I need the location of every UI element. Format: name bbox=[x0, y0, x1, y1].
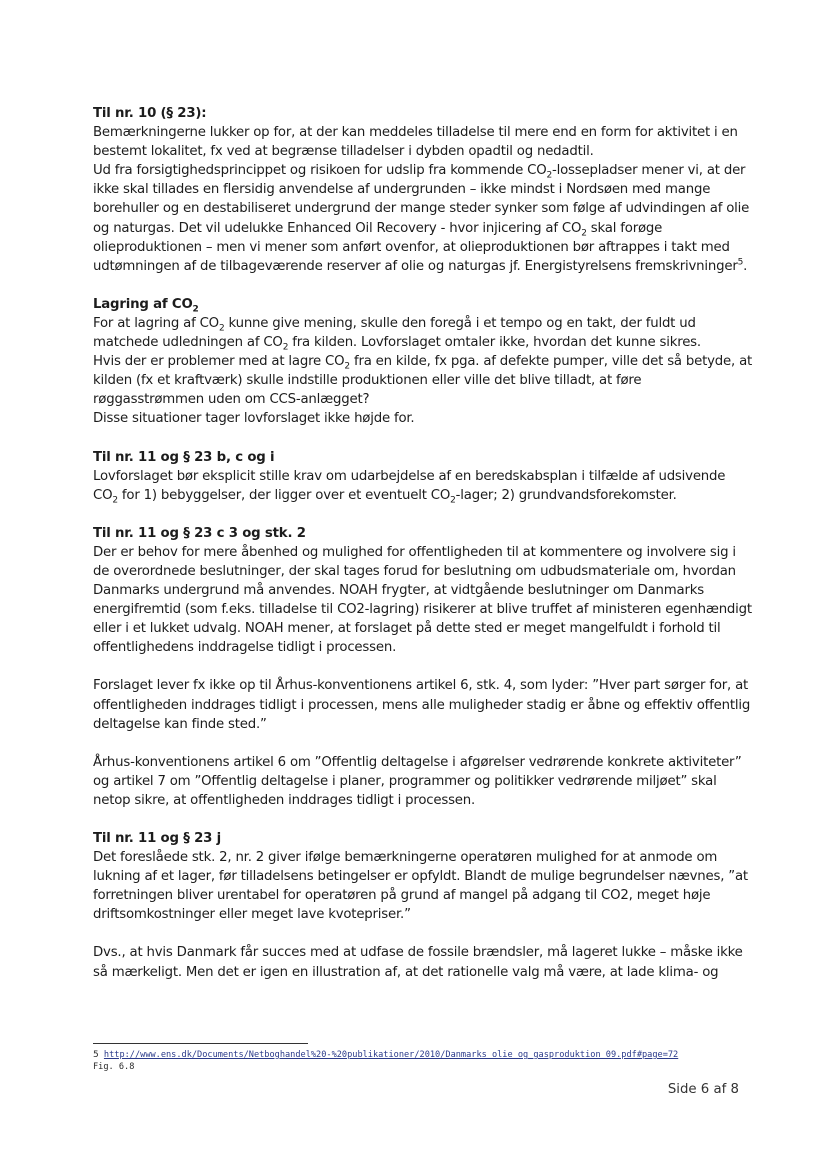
paragraph: Lovforslaget bør eksplicit stille krav om udarbejdelse af en beredskabsplan i tilfælde af udsivende $CO_2$ for 1) bebyggelser, der ligger over et eventuelt $CO_2$-lager; 2) grundvandsforekomster. bbox=[93, 468, 726, 506]
footnote bbox=[93, 1049, 753, 1073]
paragraph: Hvis der er problemer med at lagre $CO_2$ fra en kilde, fx pga. af defekte pumper, ville det så betyde, at kilden (fx et kraftværk) skulle indstille produktionen eller ville det blive tilladt, at føre røggasstrømmen uden om CCS-anlægget? bbox=[93, 354, 753, 408]
paragraph: Århus-konventionens artikel 6 om ”Offentlig deltagelse i afgørelser vedrørende konkrete aktiviteter” og artikel 7 om ”Offentlig deltagelse i planer, programmer og politikker vedrørende miljøet” skal netop sikre, at offentligheden inddrages tidligt i processen. bbox=[93, 754, 742, 808]
document-body bbox=[93, 104, 753, 982]
paragraph: For at lagring af $CO_2$ kunne give mening, skulle den foregå i et tempo og en takt, der fuldt ud matchede udledningen af $CO_2$ fra kilden. Lovforslaget omtaler ikke, hvordan det kunne sikres. bbox=[93, 315, 701, 353]
paragraph: Disse situationer tager lovforslaget ikke højde for. bbox=[93, 411, 415, 427]
paragraph: Bemærkningerne lukker op for, at der kan meddeles tilladelse til mere end en form for aktivitet i en bestemt lokalitet, fx ved at begrænse tilladelser i dybden opadtil og nedadtil. bbox=[93, 125, 738, 160]
section-heading-lagring: Lagring af $CO_2$ bbox=[93, 296, 199, 315]
paragraph: Dvs., at hvis Danmark får succes med at udfase de fossile brændsler, må lageret lukke – måske ikke så mærkeligt. Men det er igen en illustration af, at det rationelle valg må være, at lade klima- og bbox=[93, 945, 743, 980]
section-heading-nr10: Til nr. 10 (§ 23): bbox=[93, 106, 207, 121]
footnote-divider bbox=[93, 1043, 308, 1044]
section-heading-nr11-j: Til nr. 11 og § 23 j bbox=[93, 831, 222, 846]
footnote-reference[interactable]: 5 bbox=[737, 257, 744, 268]
footnote-number: 5 bbox=[93, 1050, 99, 1060]
paragraph: Det foreslåede stk. 2, nr. 2 giver ifølge bemærkningerne operatøren mulighed for at anmode om lukning af et lager, før tilladelsens betingelser er opfyldt. Blandt de mulige begrundelser nævnes, ”at forretningen bliver urentabel for operatøren på grund af mangel på adgang til CO2, meget høje driftsomkostninger eller meget lave kvotepriser.” bbox=[93, 850, 748, 923]
section-heading-nr11-c3: Til nr. 11 og § 23 c 3 og stk. 2 bbox=[93, 525, 306, 541]
paragraph: Der er behov for mere åbenhed og mulighed for offentligheden til at kommentere og involvere sig i de overordnede beslutninger, der skal tages forud for beslutning om udbudsmateriale om, hvordan Danmarks undergrund må anvendes. NOAH frygter, at vidtgående beslutninger om Danmarks energifremtid (som f.eks. tilladelse til CO2-lagring) risikerer at blive truffet af ministeren egenhændigt eller i et lukket udvalg. NOAH mener, at forslaget på dette sted er meget mangelfuldt i forhold til offentlighedens inddragelse tidligt i processen. bbox=[93, 544, 752, 656]
footnote-figure-ref: Fig. 6.8 bbox=[93, 1062, 135, 1072]
footnote-link[interactable]: http://www.ens.dk/Documents/Netboghandel%20-%20publikationer/2010/Danmarks_olie_og_gasproduktion_09.pdf#page=72 bbox=[103, 1050, 679, 1060]
section-heading-nr11-bci: Til nr. 11 og § 23 b, c og i bbox=[93, 449, 275, 465]
paragraph: Forslaget lever fx ikke op til Århus-konventionens artikel 6, stk. 4, som lyder: ”Hver part sørger for, at offentligheden inddrages tidligt i processen, mens alle muligheder stadig er åbne og effektiv offentlig deltagelse kan finde sted.” bbox=[93, 678, 751, 732]
paragraph: Ud fra forsigtighedsprincippet og risikoen for udslip fra kommende $CO_2$-lossepladser mener vi, at der ikke skal tillades en flersidig anvendelse af undergrunden – ikke mindst i Nordsøen med mange borehuller og en destabiliseret undergrund der mange steder synker som følge af udvindingen af olie og naturgas. Det vil udelukke Enhanced Oil Recovery - hvor injicering af $CO_2$ skal forøge olieproduktionen – men vi mener som anført ovenfor, at olieproduktionen bør aftrappes i takt med udtømningen af de tilbageværende reserver af olie og naturgas jf. Energistyrelsens fremskrivninger$^5$. bbox=[93, 163, 750, 274]
page-number: Side 6 af 8 bbox=[667, 1082, 739, 1097]
